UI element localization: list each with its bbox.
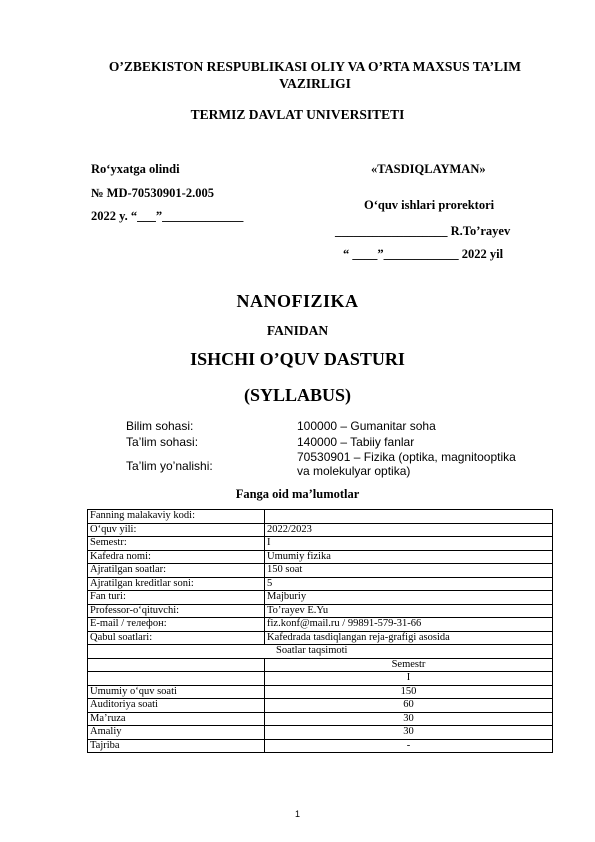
signature-line: __________________ R.To’rayev xyxy=(335,224,511,238)
empty-cell xyxy=(88,658,265,672)
table-caption: Fanga oid ma’lumotlar xyxy=(235,487,360,501)
hours-section-title: Soatlar taqsimoti xyxy=(88,645,553,659)
hours-label: Auditoriya soati xyxy=(88,699,265,713)
table-row xyxy=(88,591,553,605)
row-label: Ajratilgan kreditlar soni: xyxy=(88,577,265,591)
approve-label: «TASDIQLAYMAN» xyxy=(371,162,486,176)
table-row xyxy=(88,618,553,632)
table-row xyxy=(88,564,553,578)
hours-value: 150 xyxy=(265,685,553,699)
hours-value: 60 xyxy=(265,699,553,713)
row-label: Professor-o‘qituvchi: xyxy=(88,604,265,618)
received-label: Ro‘yxatga olindi xyxy=(91,162,180,176)
syllabus-title: (SYLLABUS) xyxy=(243,385,352,405)
table-row xyxy=(88,658,553,672)
row-value xyxy=(265,510,553,524)
subject-subtitle: FANIDAN xyxy=(266,323,329,338)
table-row xyxy=(88,739,553,753)
subject-title: NANOFIZIKA xyxy=(236,291,359,311)
subject-info-table xyxy=(87,509,553,753)
semestr-value: I xyxy=(265,672,553,686)
info-label-direction: Ta’lim yo’nalishi: xyxy=(126,459,213,473)
table-row xyxy=(88,550,553,564)
row-label: Ajratilgan soatlar: xyxy=(88,564,265,578)
table-row xyxy=(88,699,553,713)
hours-label: Ma’ruza xyxy=(88,712,265,726)
info-label-education-area: Ta’lim sohasi: xyxy=(126,435,199,449)
hours-label: Tajriba xyxy=(88,739,265,753)
hours-value: - xyxy=(265,739,553,753)
hours-value: 30 xyxy=(265,726,553,740)
info-value-direction: 70530901 – Fizika (optika, magnitooptika va molekulyar optika) xyxy=(297,450,516,478)
info-value-knowledge-area: 100000 – Gumanitar soha xyxy=(297,419,436,433)
row-value: To’rayev E.Yu xyxy=(265,604,553,618)
row-label: E-mail / телефон: xyxy=(88,618,265,632)
table-row xyxy=(88,631,553,645)
row-value: 150 soat xyxy=(265,564,553,578)
table-section-row xyxy=(88,645,553,659)
table-row xyxy=(88,510,553,524)
university-name: TERMIZ DAVLAT UNIVERSITETI xyxy=(190,107,405,122)
hours-value: 30 xyxy=(265,712,553,726)
row-label: O‘quv yili: xyxy=(88,523,265,537)
row-value: Majburiy xyxy=(265,591,553,605)
row-value: 2022/2023 xyxy=(265,523,553,537)
row-label: Qabul soatlari: xyxy=(88,631,265,645)
row-label: Fanning malakaviy kodi: xyxy=(88,510,265,524)
hours-label: Amaliy xyxy=(88,726,265,740)
hours-label: Umumiy o‘quv soati xyxy=(88,685,265,699)
table-row xyxy=(88,577,553,591)
table-row xyxy=(88,685,553,699)
row-value: I xyxy=(265,537,553,551)
row-value: fiz.konf@mail.ru / 99891-579-31-66 xyxy=(265,618,553,632)
semestr-header: Semestr xyxy=(265,658,553,672)
table-row xyxy=(88,523,553,537)
info-label-knowledge-area: Bilim sohasi: xyxy=(126,419,194,433)
registration-date-line: 2022 y. “___”_____________ xyxy=(91,209,244,223)
table-row xyxy=(88,604,553,618)
table-row xyxy=(88,537,553,551)
row-label: Kafedra nomi: xyxy=(88,550,265,564)
registration-number: № MD-70530901-2.005 xyxy=(91,186,214,200)
row-value: Kafedrada tasdiqlangan reja-grafigi asosida xyxy=(265,631,553,645)
empty-cell xyxy=(88,672,265,686)
row-label: Semestr: xyxy=(88,537,265,551)
table-row xyxy=(88,672,553,686)
row-value: Umumiy fizika xyxy=(265,550,553,564)
row-label: Fan turi: xyxy=(88,591,265,605)
prorector-position: O‘quv ishlari prorektori xyxy=(364,198,495,212)
info-value-education-area: 140000 – Tabiiy fanlar xyxy=(297,435,415,449)
page-number: 1 xyxy=(294,809,300,819)
program-title: ISHCHI O’QUV DASTURI xyxy=(190,349,405,369)
row-value: 5 xyxy=(265,577,553,591)
table-row xyxy=(88,726,553,740)
approval-date-line: “ ____”____________ 2022 yil xyxy=(343,247,504,261)
ministry-title: O’ZBEKISTON RESPUBLIKASI OLIY VA O’RTA MAXSUS TA’LIM VAZIRLIGI xyxy=(108,59,522,91)
table-row xyxy=(88,712,553,726)
